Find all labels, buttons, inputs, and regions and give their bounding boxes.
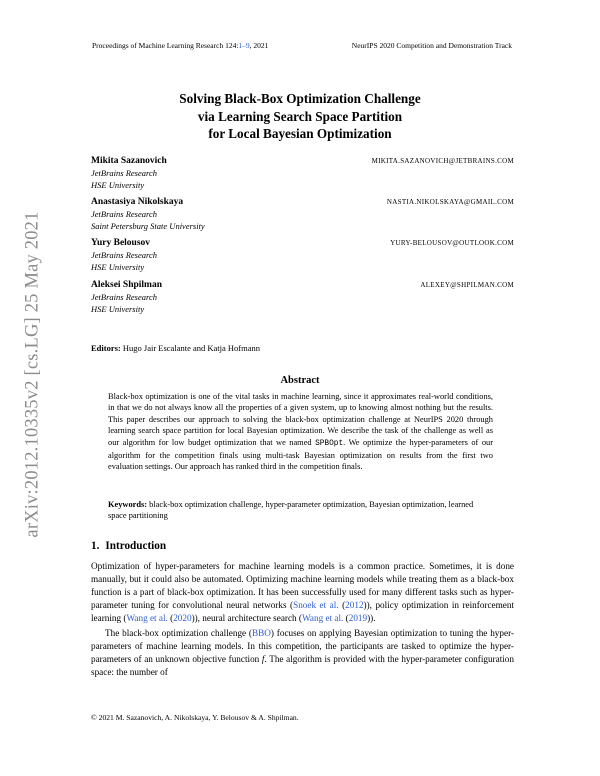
author-block	[91, 155, 514, 191]
paragraph-text: ) focuses on applying Bayesian optimization to tuning the hyper-parameters of machine learning models. In this competition, the participants are tasked to optimize the hyper-parameters of an unknown objective function	[91, 628, 514, 664]
author-affiliation: JetBrains Research	[91, 292, 158, 302]
paragraph-text: )), neural architecture search (	[191, 613, 302, 623]
editors-line	[91, 343, 260, 353]
keywords-text: black-box optimization challenge, hyper-parameter optimization, Bayesian optimization, learned space partitioning	[108, 500, 474, 521]
section-number: 1.	[91, 540, 100, 552]
author-email[interactable]: ALEXEY@SHPILMAN.COM	[420, 281, 514, 289]
author-name: Aleksei Shpilman	[91, 280, 163, 290]
keywords	[108, 499, 493, 522]
section-title: Introduction	[105, 540, 167, 552]
author-affiliation: JetBrains Research	[91, 209, 158, 219]
title-line-3: for Local Bayesian Optimization	[208, 126, 392, 141]
bbo-link[interactable]: BBO	[252, 628, 271, 638]
paragraph-text: (	[167, 613, 174, 623]
copyright-footer: © 2021 M. Sazanovich, A. Nikolskaya, Y. Belousov & A. Shpilman.	[91, 713, 299, 722]
section-heading	[91, 540, 172, 552]
paragraph-text: (	[343, 613, 349, 623]
editors-names: Hugo Jair Escalante and Katja Hofmann	[122, 343, 261, 353]
author-affiliation: HSE University	[91, 261, 145, 272]
algorithm-name: SPBOpt	[315, 439, 344, 448]
author-affiliation: HSE University	[91, 179, 145, 190]
paragraph-text: (	[338, 600, 346, 610]
author-affiliation: Saint Petersburg State University	[91, 220, 205, 231]
arxiv-stamp	[23, 204, 43, 544]
paragraph-text: The black-box optimization challenge (	[105, 628, 252, 638]
paragraph-text: . The algorithm is provided with the hyper-parameter configuration space: the number of	[91, 654, 514, 677]
keywords-label: Keywords:	[108, 500, 148, 509]
intro-paragraph-2	[91, 627, 514, 679]
citation-year-link[interactable]: 2019	[348, 613, 368, 623]
abstract-text: . We optimize the hyper-parameters of our algorithm for the competition finals using multi-task Bayesian optimization on results from the first two evaluation settings. Our approach has ranked third in the competition finals.	[108, 437, 493, 472]
title-line-1: Solving Black-Box Optimization Challenge	[179, 91, 421, 106]
citation-link[interactable]: Wang et al.	[302, 613, 344, 623]
paper-title	[90, 90, 510, 143]
title-line-2: via Learning Search Space Partition	[197, 108, 403, 124]
author-affiliation: JetBrains Research	[91, 168, 158, 178]
author-name: Anastasiya Nikolskaya	[91, 197, 184, 207]
editors-label: Editors:	[91, 343, 121, 353]
author-affiliation: HSE University	[91, 303, 145, 314]
author-email[interactable]: NASTIA.NIKOLSKAYA@GMAIL.COM	[386, 198, 514, 206]
header-proceedings: Proceedings of Machine Learning Research 124:	[92, 41, 239, 50]
abstract-body	[108, 391, 493, 473]
citation-link[interactable]: Wang et al.	[126, 613, 168, 623]
author-block	[91, 279, 514, 315]
paragraph-text: )).	[367, 613, 376, 623]
author-name: Mikita Sazanovich	[91, 156, 167, 166]
abstract-text: Black-box optimization is one of the vital tasks in machine learning, since it approximates real-world conditions, in that we do not always know all the properties of a given system, up to knowing almost nothing but the results. This paper describes our approach to solving the black-box optimization challenge at NeurIPS 2020 through learning search space partition for local Bayesian optimization. We describe the task of the challenge as well as our algorithm for low budget optimization that we named	[108, 392, 493, 447]
citation-year-link[interactable]: 2012	[345, 600, 364, 610]
intro-paragraph-1	[91, 560, 514, 625]
author-name: Yury Belousov	[91, 238, 151, 248]
arxiv-stamp-text: arXiv:2012.10335v2 [cs.LG] 25 May 2021	[22, 210, 43, 538]
citation-year-link[interactable]: 2020	[173, 613, 192, 623]
header-year: , 2021	[249, 41, 269, 50]
author-block	[91, 196, 514, 232]
math-variable: f	[261, 654, 265, 664]
abstract-heading: Abstract	[280, 375, 320, 386]
author-affiliation: JetBrains Research	[91, 250, 158, 260]
author-block	[91, 237, 514, 273]
citation-link[interactable]: Snoek et al.	[293, 600, 339, 610]
paragraph-text: )), policy optimization in reinforcement learning (	[91, 600, 515, 623]
running-header-left	[92, 41, 268, 50]
author-email[interactable]: YURY-BELOUSOV@OUTLOOK.COM	[390, 239, 514, 247]
header-pages-link[interactable]: 1–9	[238, 41, 250, 50]
paragraph-text: Optimization of hyper-parameters for machine learning models is a common practice. Sometimes, it is done manually, but it could also be automated. Optimizing machine learning models while treating them as a black-box function is a part of black-box optimization. It has been successfully used for many different tasks such as hyper-parameter tuning for convolutional neural networks (	[91, 561, 514, 610]
running-header-right: NeurIPS 2020 Competition and Demonstration Track	[351, 41, 512, 50]
author-email[interactable]: MIKITA.SAZANOVICH@JETBRAINS.COM	[371, 157, 514, 165]
